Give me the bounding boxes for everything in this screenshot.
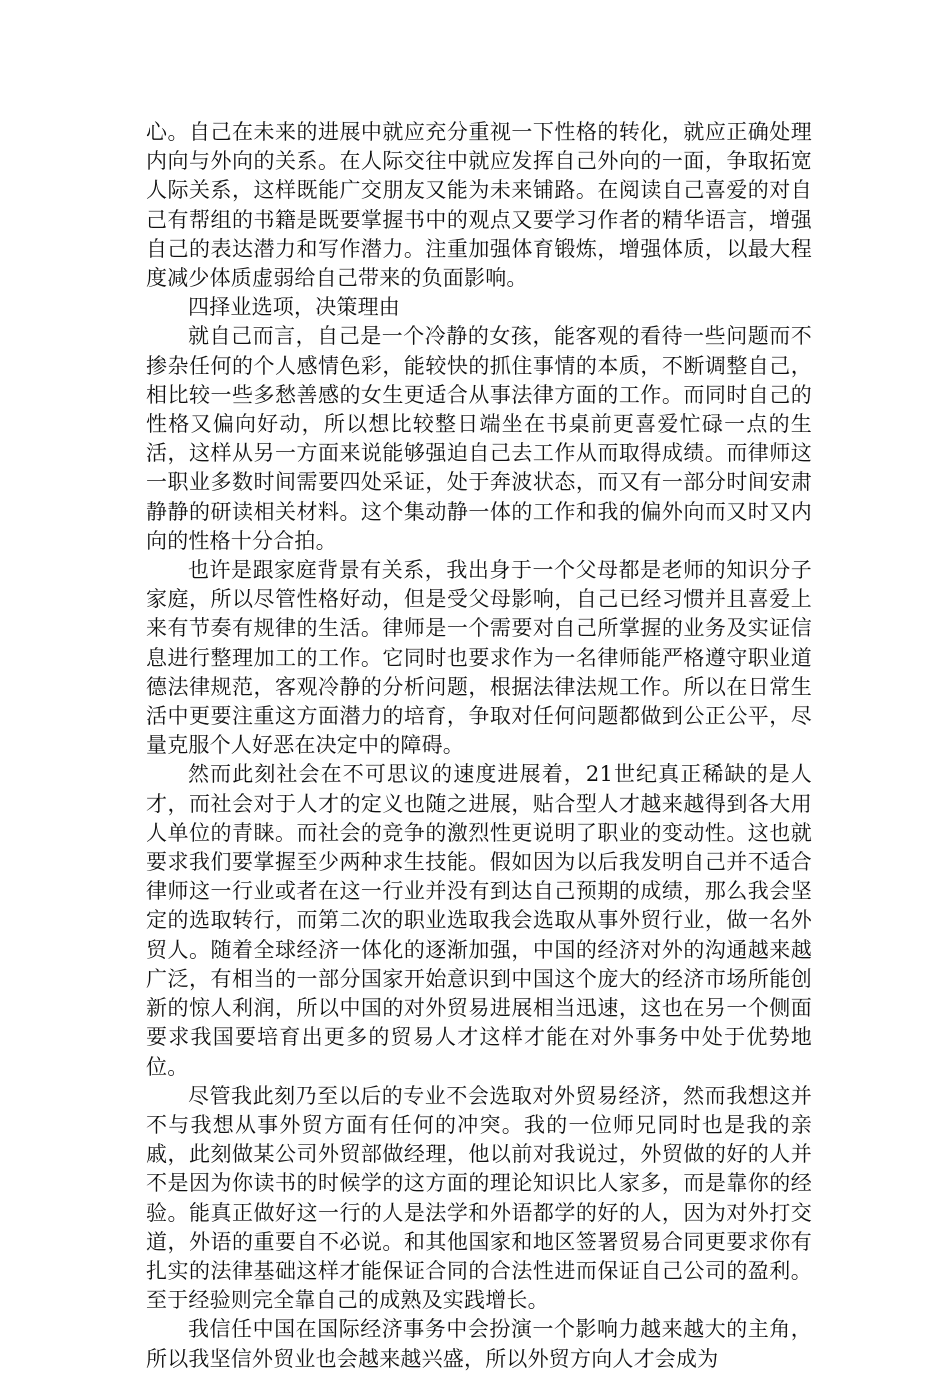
section-heading: 四择业选项，决策理由 — [188, 295, 400, 320]
document-body — [146, 118, 812, 1374]
paragraph-6: 我信任中国在国际经济事务中会扮演一个影响力越来越大的主角，所以我坚信外贸业也会越来越兴盛，所以外贸方向人才会成为 — [146, 1317, 812, 1371]
paragraph-3: 也许是跟家庭背景有关系，我出身于一个父母都是老师的知识分子家庭，所以尽管性格好动，但是受父母影响，自己已经习惯并且喜爱上来有节奏有规律的生活。律师是一个需要对自己所掌握的业务及实证信息进行整理加工的工作。它同时也要求作为一名律师能严格遵守职业道德法律规范，客观冷静的分析问题，根据法律法规工作。所以在日常生活中更要注重这方面潜力的培育，争取对任何问题都做到公正公平，尽量克服个人好恶在决定中的障碍。 — [146, 558, 812, 758]
paragraph-4: 然而此刻社会在不可思议的速度进展着，21世纪真正稀缺的是人才，而社会对于人才的定义也随之进展，贴合型人才越来越得到各大用人单位的青睐。而社会的竞争的激烈性更说明了职业的变动性。这也就要求我们要掌握至少两种求生技能。假如因为以后我发明自己并不适合律师这一行业或者在这一行业并没有到达自己预期的成绩，那么我会坚定的选取转行，而第二次的职业选取我会选取从事外贸行业，做一名外贸人。随着全球经济一体化的逐渐加强，中国的经济对外的沟通越来越广泛，有相当的一部分国家开始意识到中国这个庞大的经济市场所能创新的惊人利润，所以中国的对外贸易进展相当迅速，这也在另一个侧面要求我国要培育出更多的贸易人才这样才能在对外事务中处于优势地位。 — [146, 762, 812, 1079]
paragraph-2: 就自己而言，自己是一个冷静的女孩，能客观的看待一些问题而不掺杂任何的个人感情色彩，能较快的抓住事情的本质，不断调整自己，相比较一些多愁善感的女生更适合从事法律方面的工作。而同时自己的性格又偏向好动，所以想比较整日端坐在书桌前更喜爱忙碌一点的生活，这样从另一方面来说能够强迫自己去工作从而取得成绩。而律师这一职业多数时间需要四处采证，处于奔波状态，而又有一部分时间安肃静静的研读相关材料。这个集动静一体的工作和我的偏外向而又时又内向的性格十分合拍。 — [146, 324, 812, 553]
paragraph-1: 心。自己在未来的进展中就应充分重视一下性格的转化，就应正确处理内向与外向的关系。在人际交往中就应发挥自己外向的一面，争取拓宽人际关系，这样既能广交朋友又能为未来铺路。在阅读自己喜爱的对自己有帮组的书籍是既要掌握书中的观点又要学习作者的精华语言，增强自己的表达潜力和写作潜力。注重加强体育锻炼，增强体质，以最大程度减少体质虚弱给自己带来的负面影响。 — [146, 120, 812, 291]
paragraph-5: 尽管我此刻乃至以后的专业不会选取对外贸易经济，然而我想这并不与我想从事外贸方面有任何的冲突。我的一位师兄同时也是我的亲戚，此刻做某公司外贸部做经理，他以前对我说过，外贸做的好的人并不是因为你读书的时候学的这方面的理论知识比人家多，而是靠你的经验。能真正做好这一行的人是法学和外语都学的好的人，因为对外打交道，外语的重要自不必说。和其他国家和地区签署贸易合同更要求你有扎实的法律基础这样才能保证合同的合法性进而保证自己公司的盈利。至于经验则完全靠自己的成熟及实践增长。 — [146, 1083, 812, 1313]
